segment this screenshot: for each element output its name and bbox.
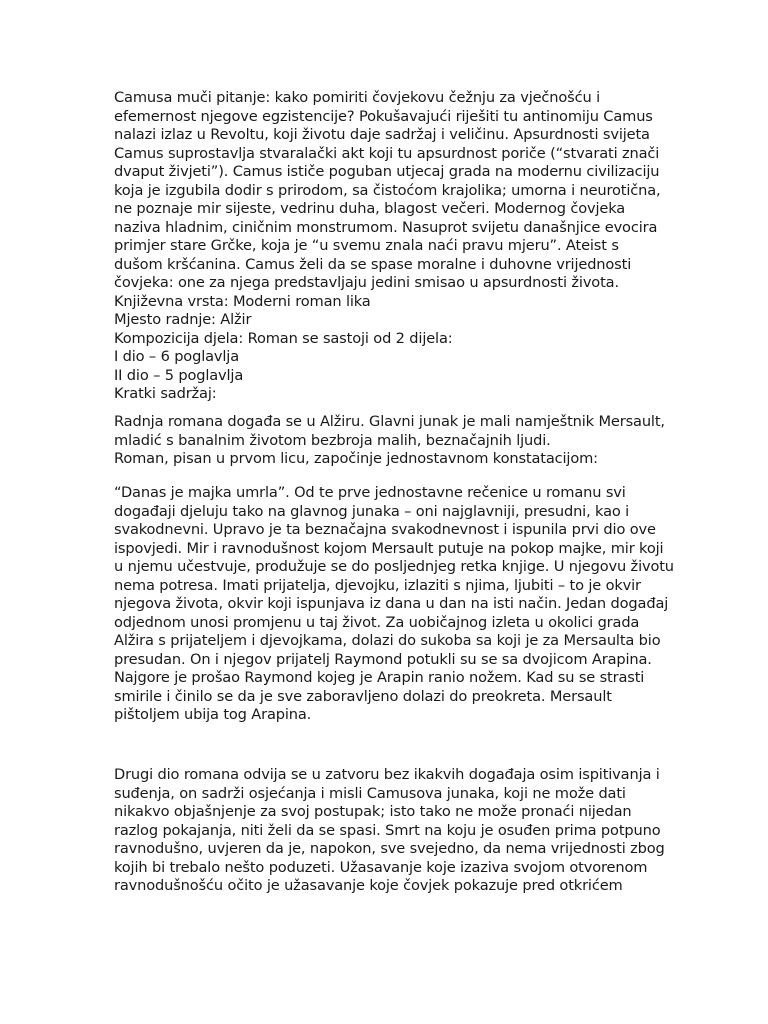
text-line: njegova života, okvir koji ispunjava iz dana u dan na isti način. Jedan događaj <box>114 595 669 612</box>
text-line: Roman, pisan u prvom licu, započinje jednostavnom konstatacijom: <box>114 450 598 467</box>
text-line: smirile i činilo se da je sve zaboravljeno dolazi do preokreta. Mersault <box>114 687 612 705</box>
text-line: ravnodušno, uvjeren da je, napokon, sve svejedno, da nema vrijednosti zbog <box>114 840 665 857</box>
text-line: u njemu učestvuje, produžuje se do posljednjeg retka knjige. U njegovu životu <box>114 558 674 575</box>
text-line: primjer stare Grčke, koja je “u svemu znala naći pravu mjeru”. Ateist s <box>114 237 619 254</box>
text-line: dušom kršćanina. Camus želi da se spase moralne i duhovne vrijednosti <box>114 255 632 273</box>
part-two-line: II dio – 5 poglavlja <box>114 366 244 384</box>
text-line: naziva hladnim, ciničnim monstrumom. Nasuprot svijetu današnjice evocira <box>114 218 658 236</box>
part-one-line: I dio – 6 poglavlja <box>114 348 239 365</box>
summary-heading: Kratki sadržaj: <box>114 385 217 402</box>
text-line: nema potresa. Imati prijatelja, djevojku, izlaziti s njima, ljubiti – to je okvir <box>114 576 641 594</box>
text-line: presudan. On i njegov prijatelj Raymond potukli su se sa dvojicom Arapina. <box>114 650 652 668</box>
text-line: Drugi dio romana odvija se u zatvoru bez ikakvih događaja osim ispitivanja i <box>114 766 660 783</box>
text-line: nalazi izlaz u Revoltu, koji životu daje sadržaj i veličinu. Apsurdnosti svijeta <box>114 126 650 143</box>
plot-paragraph <box>114 413 674 469</box>
genre-line: Književna vrsta: Moderni roman lika <box>114 292 371 310</box>
text-line: ne poznaje mir sijeste, vedrinu duha, blagost večeri. Modernog čovjeka <box>114 200 626 217</box>
text-line: efemernost njegove egzistencije? Pokušavajući riješiti tu antinomiju Camus <box>114 107 653 125</box>
text-line: “Danas je majka umrla”. Od te prve jednostavne rečenice u romanu svi <box>114 484 626 501</box>
text-line: kojih bi trebalo nešto poduzeti. Užasavanje koje izaziva svojom otvorenom <box>114 858 648 876</box>
text-line: Najgore je prošao Raymond kojeg je Arapin ranio nožem. Kad su se strasti <box>114 669 645 686</box>
text-line: ravnodušnošću očito je užasavanje koje čovjek pokazuje pred otkrićem <box>114 877 623 894</box>
text-line: pištoljem ubija tog Arapina. <box>114 706 312 723</box>
intro-paragraph <box>114 89 674 404</box>
setting-line: Mjesto radnje: Alžir <box>114 311 252 328</box>
second-part-paragraph <box>114 766 674 896</box>
text-line: svakodnevni. Upravo je ta beznačajna svakodnevnost i ispunila prvi dio ove <box>114 521 656 538</box>
text-line: odjednom unosi promjenu u taj život. Za uobičajnog izleta u okolici grada <box>114 613 640 631</box>
text-line: nikakvo objašnjenje za svoj postupak; isto tako ne može pronaći nijedan <box>114 803 632 820</box>
text-line: ispovjedi. Mir i ravnodušnost kojom Mersault putuje na pokop majke, mir koji <box>114 539 664 557</box>
text-line: mladić s banalnim životom bezbroja malih, beznačajnih ljudi. <box>114 431 551 449</box>
text-line: Alžira s prijateljem i djevojkama, dolazi do sukoba sa koji je za Mersaulta bio <box>114 632 661 649</box>
text-line: Radnja romana događa se u Alžiru. Glavni junak je mali namještnik Mersault, <box>114 413 665 430</box>
text-line: dvaput živjeti”). Camus ističe poguban utjecaj grada na modernu civilizaciju <box>114 163 660 180</box>
text-line: Camusa muči pitanje: kako pomiriti čovjekovu čežnju za vječnošću i <box>114 89 601 106</box>
text-line: razlog pokajanja, niti želi da se spasi. Smrt na koju je osuđen prima potpuno <box>114 821 661 839</box>
text-line: suđenja, on sadrži osjećanja i misli Camusova junaka, koji ne može dati <box>114 784 626 802</box>
text-line: čovjeka: one za njega predstavljaju jedini smisao u apsurdnosti života. <box>114 274 619 291</box>
text-line: Camus suprostavlja stvaralački akt koji tu apsurdnost poriče (“stvarati znači <box>114 144 660 162</box>
text-line: događaji djeluju tako na glavnog junaka – oni najglavniji, presudni, kao i <box>114 502 630 520</box>
text-line: koja je izgubila dodir s prirodom, sa čistoćom krajolika; umorna i neurotična, <box>114 181 661 199</box>
first-part-paragraph <box>114 484 674 725</box>
composition-line: Kompozicija djela: Roman se sastoji od 2 dijela: <box>114 329 453 347</box>
